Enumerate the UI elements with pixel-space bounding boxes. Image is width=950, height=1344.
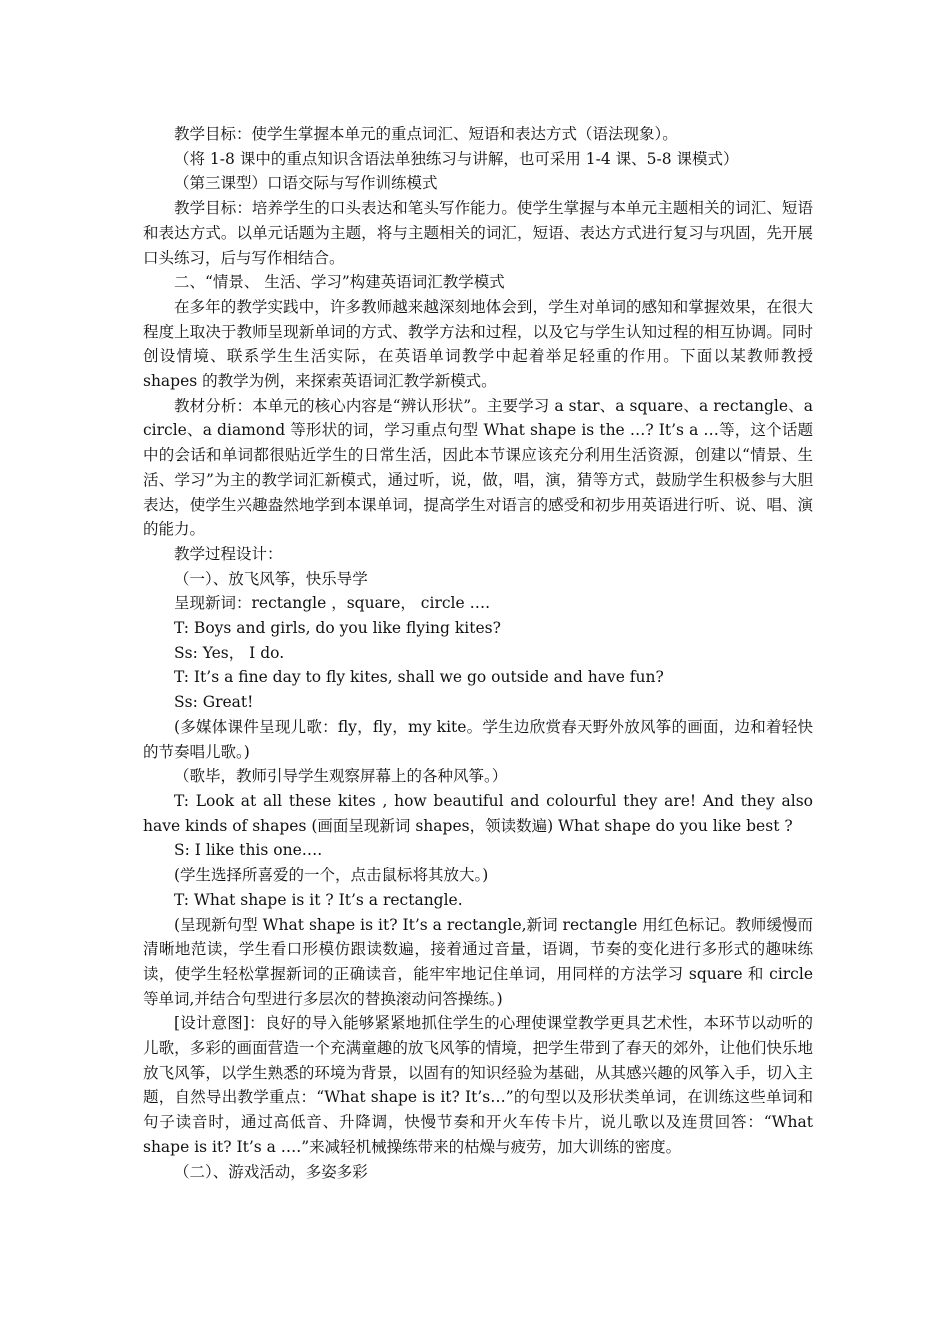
paragraph-multimedia-song: (多媒体课件呈现儿歌：fly，fly，my kite。学生边欣赏春天野外放风筝的画面，边和着轻快的节奏唱儿歌。) (143, 717, 813, 761)
paragraph-objective-2: 教学目标：培养学生的口头表达和笔头写作能力。使学生掌握与本单元主题相关的词汇、短语和表达方式。以单元话题为主题，将与主题相关的词汇，短语、表达方式进行复习与巩固，先开展口头练习，后与写作相结合。 (143, 199, 813, 267)
paragraph-new-pattern: (呈现新句型 What shape is it? It’s a rectangle,新词 rectangle 用红色标记。教师缓慢而清晰地范读，学生看口形模仿跟读数遍，接着通过音量，语调，节奏的变化进行多形式的趣味练读，使学生轻松掌握新词的正确读音，能牢牢地记住单词，用同样的方法学习 square 和 circle 等单词,并结合句型进行多层次的替换滚动问答操练。) (143, 915, 818, 1008)
dialogue-line: Ss: Yes， I do. (174, 643, 285, 662)
document-body (143, 122, 818, 1184)
dialogue-line: T: What shape is it ? It’s a rectangle. (174, 890, 463, 909)
paragraph-new-words: 呈现新词：rectangle ，square， circle …. (174, 594, 491, 613)
section-heading-2: 二、“情景、 生活、学习”构建英语词汇教学模式 (174, 273, 505, 292)
dialogue-line: T: Look at all these kites , how beautiful and colourful they are! And they also have kinds of shapes (画面呈现新词 shapes，领读数遍) What shape do you like best ? (143, 791, 818, 835)
dialogue-line: T: Boys and girls, do you like flying kites? (174, 619, 501, 638)
paragraph-process-title: 教学过程设计： (174, 544, 283, 563)
paragraph-material-analysis: 教材分析：本单元的核心内容是“辨认形状”。主要学习 a star、a square、a rectangle、a circle、a diamond 等形状的词，学习重点句型 What shape is the …? It’s a …等，这个话题中的会话和单词都很贴近学生的日常生活，因此本节课应该充分利用生活资源，创建以“情景、生活、学习”为主的教学词汇新模式，通过听，说，做，唱，演，猜等方式，鼓励学生积极参与大胆表达，使学生兴趣盎然地学到本课单词，提高学生对语言的感受和初步用英语进行听、说、唱、演的能力。 (143, 396, 818, 539)
subsection-heading-2: （二）、游戏活动，多姿多彩 (174, 1162, 368, 1181)
dialogue-line: S: I like this one…. (174, 841, 323, 860)
dialogue-line: T: It’s a fine day to fly kites, shall we go outside and have fun? (174, 668, 664, 687)
paragraph-after-song: （歌毕，教师引导学生观察屏幕上的各种风筝。） (174, 767, 508, 786)
subsection-heading-1: （一）、放飞风筝，快乐导学 (174, 569, 368, 588)
dialogue-line: Ss: Great! (174, 693, 254, 712)
paragraph-intro: 在多年的教学实践中，许多教师越来越深刻地体会到，学生对单词的感知和掌握效果，在很大程度上取决于教师呈现新单词的方式、教学方法和过程，以及它与学生认知过程的相互协调。同时创设情境、联系学生生活实际，在英语单词教学中起着举足轻重的作用。下面以某教师教授 shapes 的教学为例，来探索英语词汇教学新模式。 (143, 297, 818, 391)
paragraph-lesson-type-3: （第三课型）口语交际与写作训练模式 (174, 174, 438, 193)
paragraph-note-lessons: （将 1-8 课中的重点知识含语法单独练习与讲解，也可采用 1-4 课、5-8 课模式） (174, 149, 739, 168)
paragraph-design-intent: [设计意图]：良好的导入能够紧紧地抓住学生的心理使课堂教学更具艺术性，本环节以动听的儿歌，多彩的画面营造一个充满童趣的放飞风筝的情境，把学生带到了春天的郊外，让他们快乐地放飞风筝，以学生熟悉的环境为背景，以固有的知识经验为基础，从其感兴趣的风筝入手，切入主题，自然导出教学重点：“What shape is it? It’s…”的句型以及形状类单词，在训练这些单词和句子读音时，通过高低音、升降调，快慢节奏和开火车传卡片，说儿歌以及连贯回答：“What shape is it? It’s a ….”来减轻机械操练带来的枯燥与疲劳，加大训练的密度。 (143, 1014, 818, 1156)
paragraph-objective-1: 教学目标：使学生掌握本单元的重点词汇、短语和表达方式（语法现象）。 (174, 125, 678, 143)
paragraph-student-select: (学生选择所喜爱的一个，点击鼠标将其放大。) (174, 866, 489, 885)
